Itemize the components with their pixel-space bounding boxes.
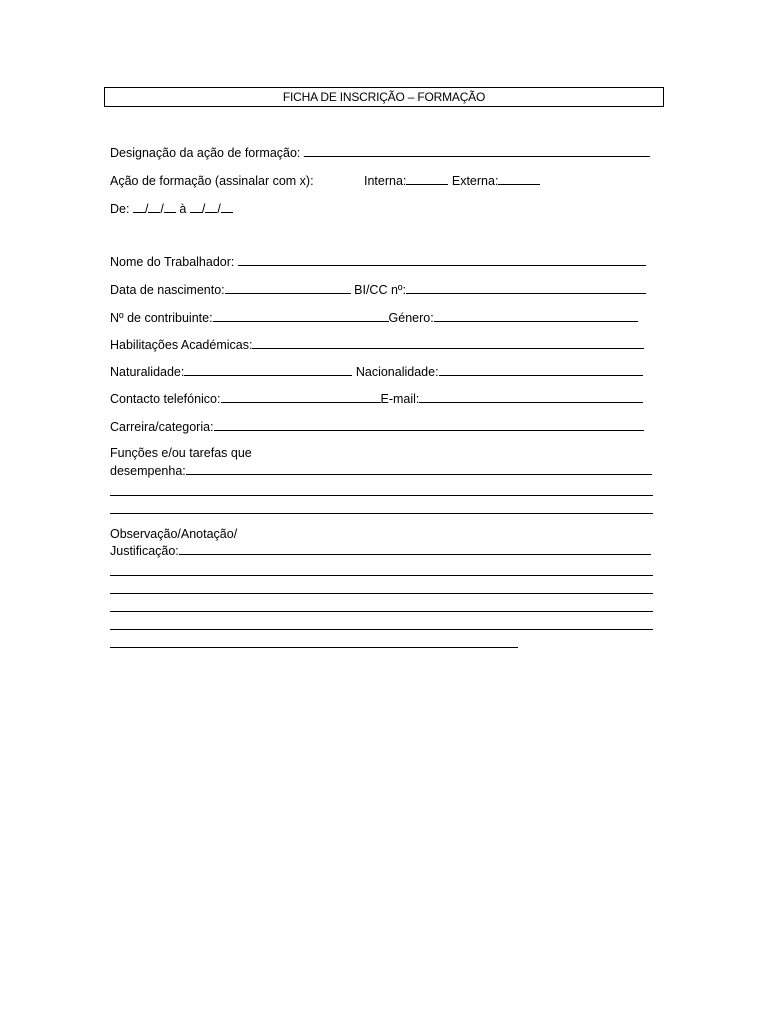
a-ano-field[interactable] (221, 201, 233, 213)
contribuinte-field[interactable] (213, 310, 389, 322)
habilitacoes-row (110, 337, 644, 353)
nome-field[interactable] (238, 254, 646, 266)
nacionalidade-field[interactable] (439, 364, 643, 376)
de-label: De: (110, 202, 130, 216)
datas-row: De: / / à / / (110, 201, 233, 217)
de-dia-field[interactable] (133, 201, 145, 213)
contacto-field[interactable] (221, 391, 381, 403)
carreira-field[interactable] (214, 419, 644, 431)
contribuinte-row (110, 310, 638, 326)
observacao-extra-line[interactable] (110, 611, 653, 612)
observacao-extra-line[interactable] (110, 647, 518, 648)
naturalidade-row (110, 364, 643, 380)
carreira-label: Carreira/categoria: (110, 420, 214, 434)
habilitacoes-label: Habilitações Académicas: (110, 338, 253, 352)
funcoes-extra-line[interactable] (110, 495, 653, 496)
funcoes-row-2 (110, 463, 652, 479)
naturalidade-label: Naturalidade: (110, 365, 185, 379)
observacao-label-2: Justificação: (110, 544, 179, 558)
a-mes-field[interactable] (205, 201, 217, 213)
de-ano-field[interactable] (164, 201, 176, 213)
funcoes-label-1: Funções e/ou tarefas que (110, 446, 252, 460)
acao-row (110, 173, 314, 189)
naturalidade-field[interactable] (184, 364, 352, 376)
carreira-row (110, 419, 644, 435)
de-mes-field[interactable] (148, 201, 160, 213)
nome-label: Nome do Trabalhador: (110, 255, 235, 269)
a-dia-field[interactable] (190, 201, 202, 213)
a-label: à (179, 202, 187, 216)
nome-row (110, 254, 646, 270)
nascimento-row (110, 282, 646, 298)
designacao-field[interactable] (304, 145, 650, 157)
observacao-row-1 (110, 526, 237, 542)
email-field[interactable] (419, 391, 643, 403)
externa-label: Externa: (451, 174, 499, 188)
contribuinte-label: Nº de contribuinte: (110, 311, 213, 325)
acao-label: Ação de formação (assinalar com x): (110, 174, 314, 188)
observacao-extra-line[interactable] (110, 593, 653, 594)
form-title: FICHA DE INSCRIÇÃO – FORMAÇÃO (282, 90, 486, 104)
nascimento-field[interactable] (225, 282, 351, 294)
bi-label: BI/CC nº: (354, 283, 406, 297)
funcoes-label-2: desempenha: (110, 464, 186, 478)
observacao-extra-line[interactable] (110, 575, 653, 576)
contacto-label: Contacto telefónico: (110, 392, 221, 406)
interna-externa-row (364, 173, 540, 189)
observacao-extra-line[interactable] (110, 629, 653, 630)
observacao-label-1: Observação/Anotação/ (110, 527, 238, 541)
interna-field[interactable] (406, 173, 448, 185)
bi-field[interactable] (406, 282, 646, 294)
email-label: E-mail: (380, 392, 420, 406)
contacto-row (110, 391, 643, 407)
observacao-row-2 (110, 543, 651, 559)
genero-field[interactable] (434, 310, 638, 322)
interna-label: Interna: (364, 174, 407, 188)
form-title-box (104, 87, 664, 107)
genero-label: Género: (388, 311, 434, 325)
externa-field[interactable] (498, 173, 540, 185)
habilitacoes-field[interactable] (252, 337, 644, 349)
designacao-row (110, 145, 650, 161)
observacao-field[interactable] (179, 543, 651, 555)
designacao-label: Designação da ação de formação: (110, 146, 301, 160)
nacionalidade-label: Nacionalidade: (355, 365, 439, 379)
funcoes-field[interactable] (186, 463, 652, 475)
funcoes-extra-line[interactable] (110, 513, 653, 514)
funcoes-row-1 (110, 445, 252, 461)
nascimento-label: Data de nascimento: (110, 283, 225, 297)
